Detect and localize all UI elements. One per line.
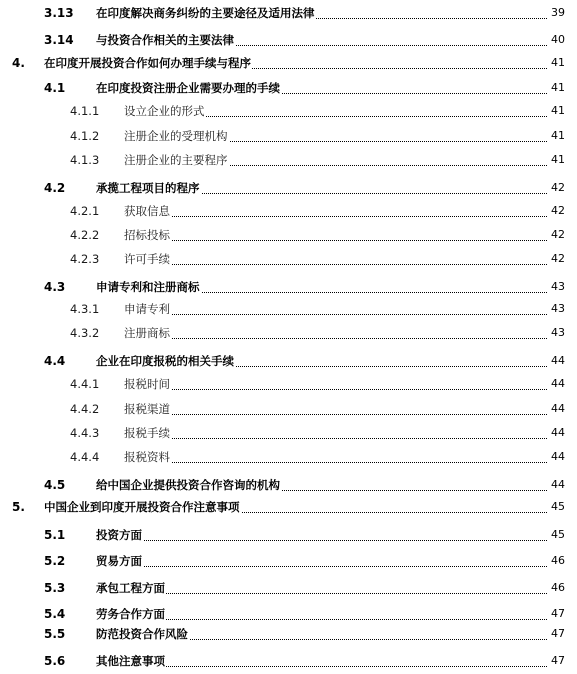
toc-leader-dots — [124, 378, 547, 390]
toc-entry[interactable] — [0, 150, 577, 170]
toc-entry-title: 给中国企业提供投资合作咨询的机构 — [96, 475, 281, 495]
toc-entry[interactable] — [0, 578, 577, 598]
toc-leader-dots — [96, 529, 547, 541]
toc-entry-page-number: 47 — [550, 604, 565, 624]
toc-entry-number: 4.2.2 — [70, 225, 99, 245]
toc-entry-number: 4.3 — [44, 277, 65, 297]
toc-leader-dots — [124, 427, 547, 439]
toc-entry-number: 5.3 — [44, 578, 65, 598]
toc-entry-title: 报税渠道 — [124, 399, 171, 419]
toc-entry[interactable] — [0, 299, 577, 319]
toc-entry-page-number: 44 — [550, 475, 565, 495]
toc-entry-page-number: 41 — [550, 126, 565, 146]
toc-entry-number: 3.13 — [44, 3, 74, 23]
toc-entry[interactable] — [0, 351, 577, 371]
toc-entry-number: 3.14 — [44, 30, 74, 50]
toc-entry[interactable] — [0, 3, 577, 23]
toc-entry-title: 贸易方面 — [96, 551, 143, 571]
toc-entry-number: 4.1.3 — [70, 150, 99, 170]
toc-entry[interactable] — [0, 178, 577, 198]
toc-entry[interactable] — [0, 497, 577, 517]
toc-entry-page-number: 44 — [550, 351, 565, 371]
toc-entry-number: 4.4.4 — [70, 447, 99, 467]
toc-entry[interactable] — [0, 249, 577, 269]
toc-entry-title: 投资方面 — [96, 525, 143, 545]
toc-entry-number: 4.2.1 — [70, 201, 99, 221]
toc-entry-title: 防范投资合作风险 — [96, 624, 189, 644]
toc-entry[interactable] — [0, 277, 577, 297]
toc-entry-title: 设立企业的形式 — [124, 101, 206, 121]
toc-entry-title: 承揽工程项目的程序 — [96, 178, 201, 198]
toc-entry-page-number: 44 — [550, 423, 565, 443]
toc-entry[interactable] — [0, 399, 577, 419]
toc-entry[interactable] — [0, 78, 577, 98]
toc-entry-number: 5.6 — [44, 651, 65, 671]
toc-entry-title: 在印度投资注册企业需要办理的手续 — [96, 78, 281, 98]
toc-entry-number: 4.1.2 — [70, 126, 99, 146]
toc-entry-title: 许可手续 — [124, 249, 171, 269]
toc-entry[interactable] — [0, 30, 577, 50]
toc-leader-dots — [124, 403, 547, 415]
toc-entry-number: 4. — [12, 53, 25, 73]
toc-leader-dots — [124, 451, 547, 463]
toc-entry-title: 注册商标 — [124, 323, 171, 343]
toc-entry-number: 4.3.1 — [70, 299, 99, 319]
toc-entry-page-number: 44 — [550, 399, 565, 419]
toc-entry-number: 4.4.1 — [70, 374, 99, 394]
toc-entry[interactable] — [0, 225, 577, 245]
toc-entry-number: 4.5 — [44, 475, 65, 495]
toc-entry-number: 5.1 — [44, 525, 65, 545]
toc-entry[interactable] — [0, 53, 577, 73]
toc-entry-page-number: 45 — [550, 525, 565, 545]
toc-entry-page-number: 42 — [550, 225, 565, 245]
toc-entry-title: 报税时间 — [124, 374, 171, 394]
toc-entry-title: 承包工程方面 — [96, 578, 166, 598]
toc-leader-dots — [96, 555, 547, 567]
toc-entry-page-number: 47 — [550, 624, 565, 644]
toc-entry-number: 5.2 — [44, 551, 65, 571]
toc-entry-number: 4.3.2 — [70, 323, 99, 343]
toc-entry-page-number: 43 — [550, 323, 565, 343]
toc-entry-number: 4.4 — [44, 351, 65, 371]
toc-entry[interactable] — [0, 651, 577, 671]
toc-entry-number: 5.5 — [44, 624, 65, 644]
toc-entry-page-number: 41 — [550, 78, 565, 98]
toc-entry-page-number: 39 — [550, 3, 565, 23]
toc-entry-title: 企业在印度报税的相关手续 — [96, 351, 235, 371]
toc-entry[interactable] — [0, 126, 577, 146]
toc-entry[interactable] — [0, 101, 577, 121]
toc-entry-page-number: 47 — [550, 651, 565, 671]
toc-entry-title: 注册企业的受理机构 — [124, 126, 229, 146]
toc-leader-dots — [124, 205, 547, 217]
toc-leader-dots — [124, 229, 547, 241]
toc-entry[interactable] — [0, 201, 577, 221]
toc-entry-page-number: 44 — [550, 374, 565, 394]
toc-entry-title: 申请专利和注册商标 — [96, 277, 201, 297]
toc-leader-dots — [124, 253, 547, 265]
toc-entry-title: 其他注意事项 — [96, 651, 166, 671]
toc-entry[interactable] — [0, 423, 577, 443]
toc-entry-title: 报税手续 — [124, 423, 171, 443]
toc-entry-number: 4.1.1 — [70, 101, 99, 121]
toc-entry-page-number: 46 — [550, 578, 565, 598]
toc-entry-title: 报税资料 — [124, 447, 171, 467]
toc-entry[interactable] — [0, 551, 577, 571]
toc-entry-page-number: 41 — [550, 53, 565, 73]
toc-entry-page-number: 40 — [550, 30, 565, 50]
toc-entry-page-number: 42 — [550, 178, 565, 198]
toc-entry-number: 5.4 — [44, 604, 65, 624]
toc-entry-number: 4.2 — [44, 178, 65, 198]
toc-entry-page-number: 41 — [550, 101, 565, 121]
toc-entry-title: 注册企业的主要程序 — [124, 150, 229, 170]
toc-entry-page-number: 46 — [550, 551, 565, 571]
toc-entry-number: 4.1 — [44, 78, 65, 98]
toc-entry-title: 在印度开展投资合作如何办理手续与程序 — [44, 53, 252, 73]
toc-entry-number: 4.4.2 — [70, 399, 99, 419]
toc-entry[interactable] — [0, 447, 577, 467]
toc-entry-page-number: 43 — [550, 277, 565, 297]
toc-entry-page-number: 42 — [550, 249, 565, 269]
toc-entry[interactable] — [0, 525, 577, 545]
toc-entry-page-number: 41 — [550, 150, 565, 170]
toc-entry-page-number: 45 — [550, 497, 565, 517]
toc-entry-title: 在印度解决商务纠纷的主要途径及适用法律 — [96, 3, 316, 23]
toc-entry-page-number: 42 — [550, 201, 565, 221]
toc-entry[interactable] — [0, 374, 577, 394]
toc-entry-page-number: 44 — [550, 447, 565, 467]
toc-entry-title: 中国企业到印度开展投资合作注意事项 — [44, 497, 241, 517]
toc-entry-number: 4.2.3 — [70, 249, 99, 269]
toc-entry[interactable] — [0, 624, 577, 644]
toc-entry-number: 5. — [12, 497, 25, 517]
toc-entry[interactable] — [0, 604, 577, 624]
toc-entry-title: 劳务合作方面 — [96, 604, 166, 624]
toc-entry[interactable] — [0, 475, 577, 495]
toc-entry-title: 获取信息 — [124, 201, 171, 221]
toc-leader-dots — [124, 327, 547, 339]
toc-entry-number: 4.4.3 — [70, 423, 99, 443]
toc-leader-dots — [124, 303, 547, 315]
toc-entry-page-number: 43 — [550, 299, 565, 319]
toc-entry[interactable] — [0, 323, 577, 343]
toc-entry-title: 与投资合作相关的主要法律 — [96, 30, 235, 50]
toc-entry-title: 申请专利 — [124, 299, 171, 319]
toc-entry-title: 招标投标 — [124, 225, 171, 245]
